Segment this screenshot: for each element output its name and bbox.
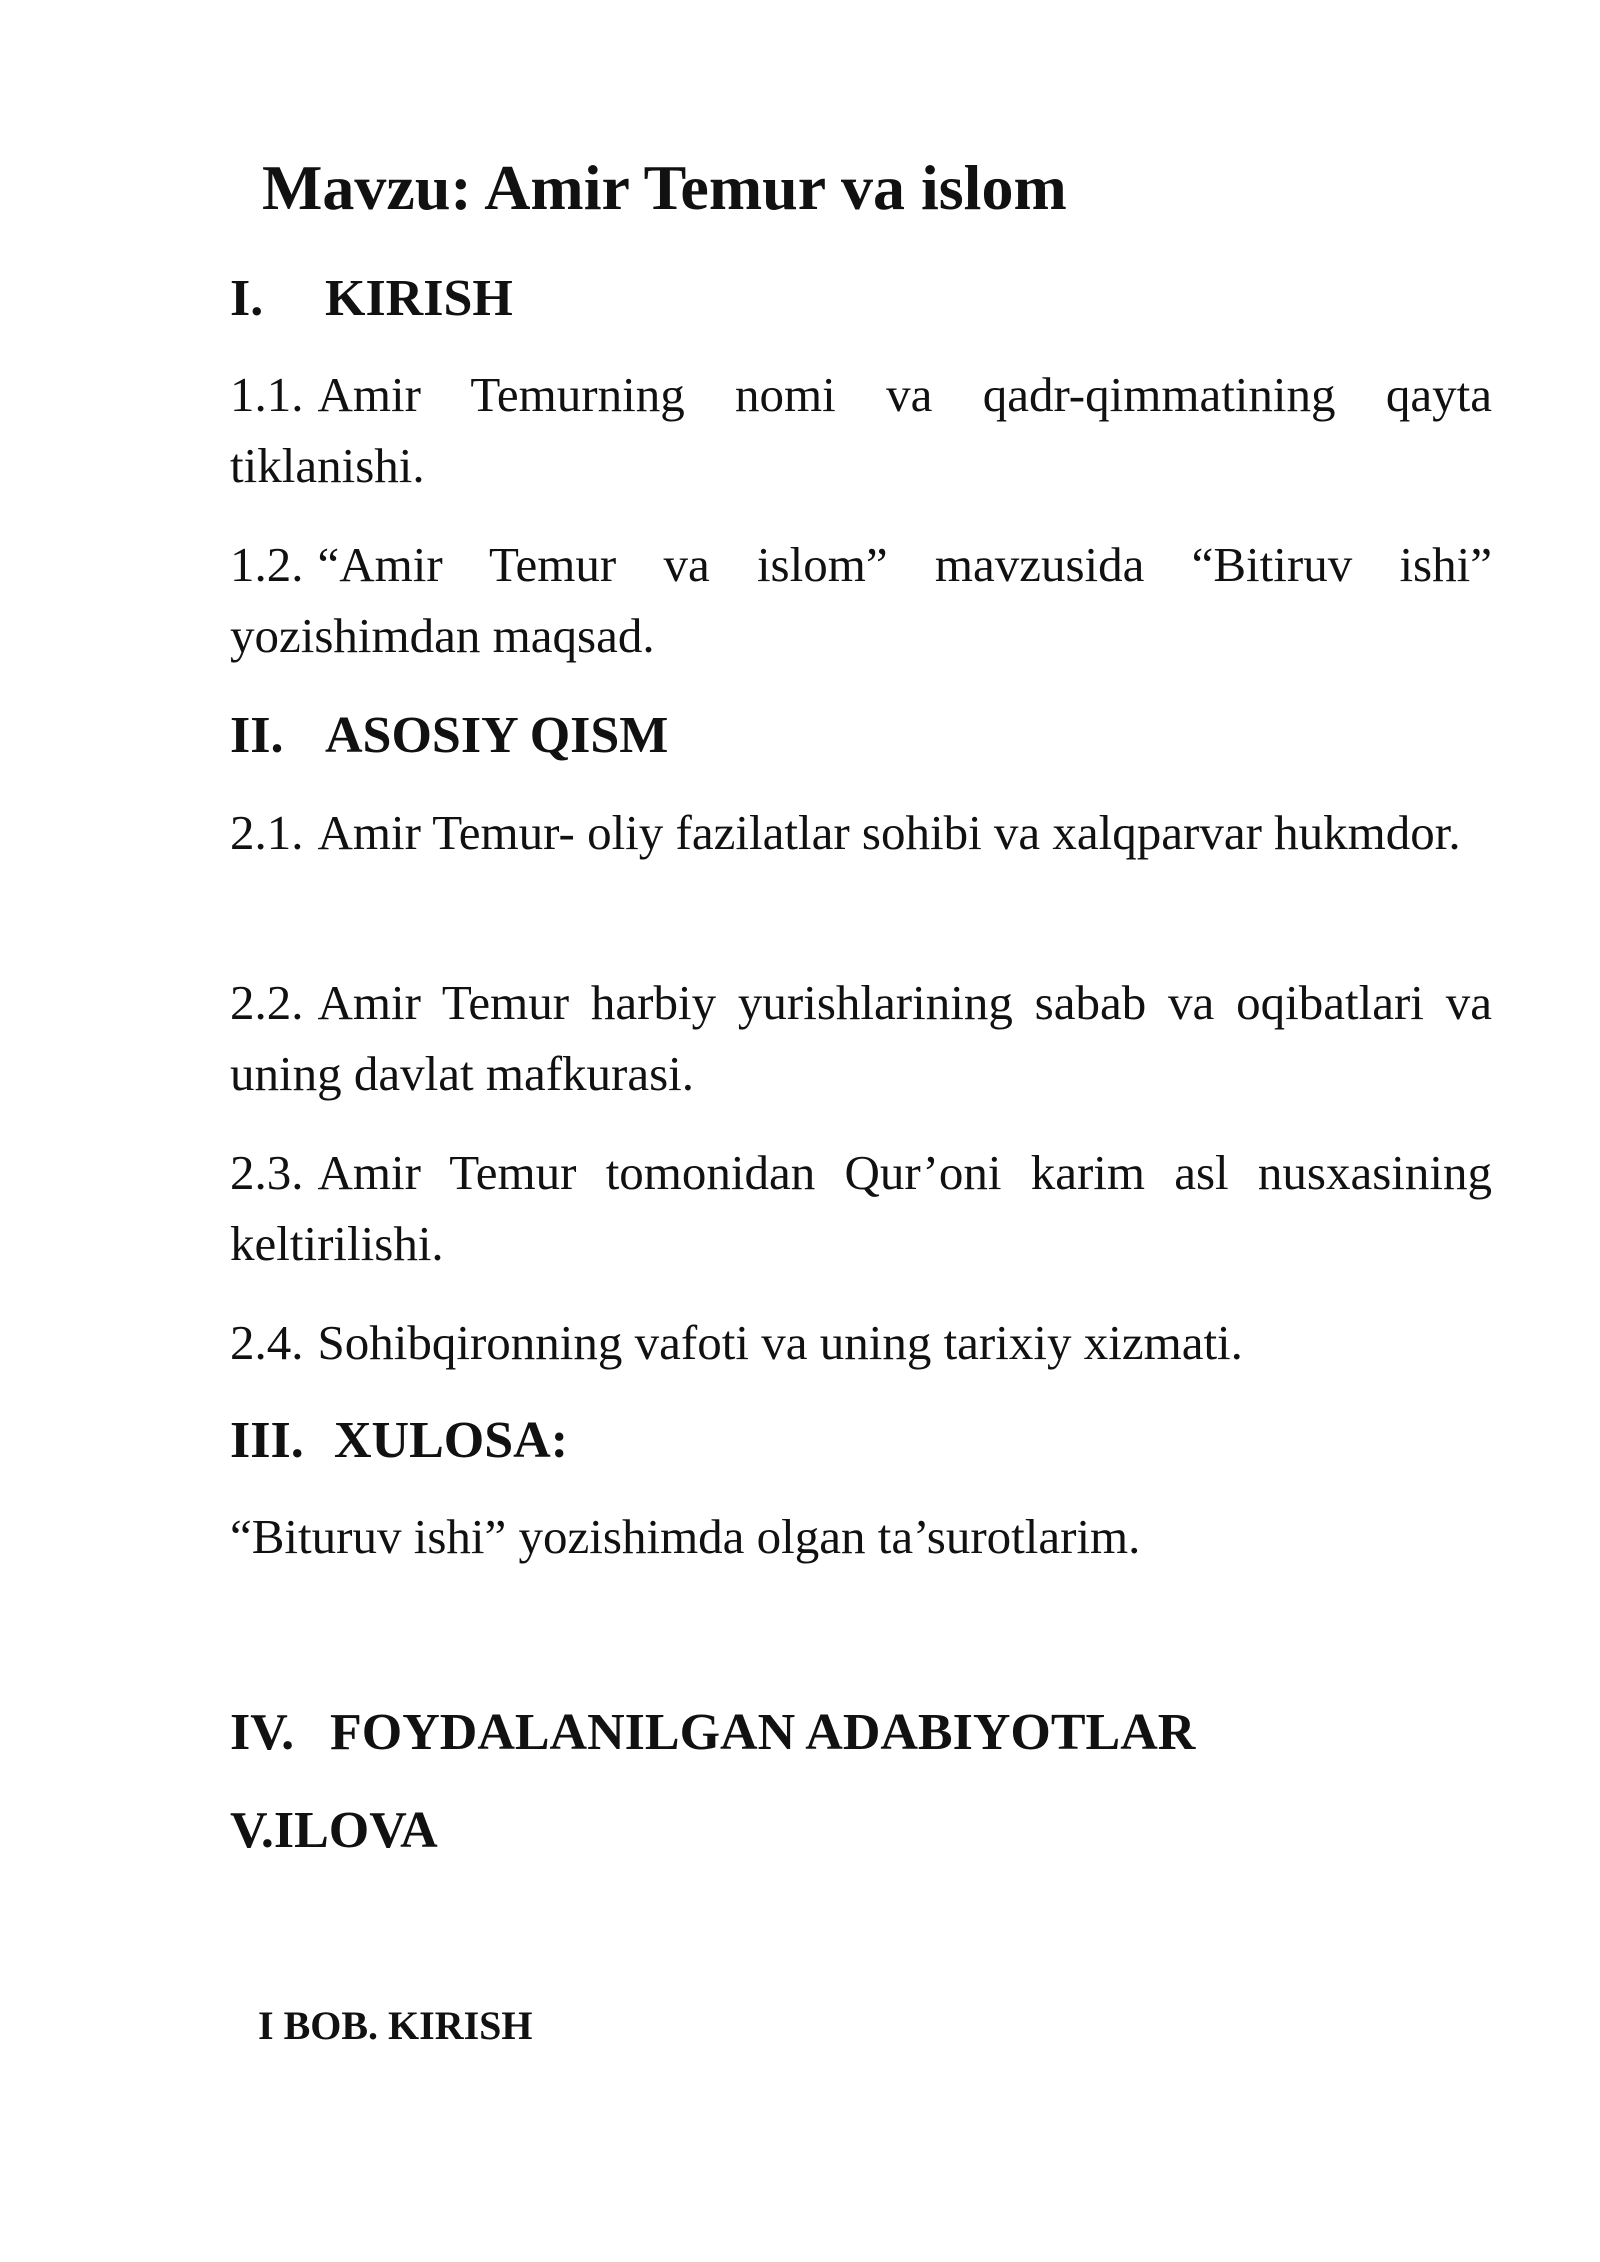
list-item (230, 967, 1492, 1109)
section-heading-adabiyotlar (230, 1702, 1195, 1764)
item-text: Amir Temurning nomi va qadr-qimmatining qayta tiklanishi. (230, 367, 1492, 493)
list-item (230, 1137, 1492, 1279)
section-heading-asosiy-qism (230, 705, 668, 767)
item-text: Amir Temur harbiy yurishlarining sabab va oqibatlari va uning davlat mafkurasi. (230, 975, 1492, 1101)
item-number: 2.2. (230, 975, 304, 1030)
list-item (230, 529, 1492, 671)
item-text: Amir Temur- oliy fazilatlar sohibi va xalqparvar hukmdor. (317, 805, 1461, 860)
section-number: IV. (230, 1704, 295, 1761)
chapter-heading: I BOB. KIRISH (258, 2003, 533, 2048)
section-number: III. (230, 1412, 304, 1469)
document-title: Mavzu: Amir Temur va islom (262, 152, 1067, 223)
item-number: 2.3. (230, 1145, 304, 1200)
list-item (230, 1307, 1492, 1378)
item-number: 1.2. (230, 537, 304, 592)
conclusion-text: “Bituruv ishi” yozishimda olgan ta’surotlarim. (230, 1509, 1141, 1564)
item-text: “Amir Temur va islom” mavzusida “Bitiruv ishi” yozishimdan maqsad. (230, 537, 1492, 663)
item-text: Sohibqironning vafoti va uning tarixiy xizmati. (317, 1315, 1243, 1370)
list-item (230, 359, 1492, 501)
item-number: 2.4. (230, 1315, 304, 1370)
section-heading-xulosa (230, 1410, 568, 1472)
section-title: XULOSA: (334, 1412, 569, 1469)
list-item (230, 797, 1492, 868)
item-number: 2.1. (230, 805, 304, 860)
item-number: 1.1. (230, 367, 304, 422)
section-number: I. (230, 270, 264, 327)
item-text: Amir Temur tomonidan Qur’oni karim asl nusxasining keltirilishi. (230, 1145, 1492, 1271)
section-title: FOYDALANILGAN ADABIYOTLAR (330, 1704, 1196, 1761)
section-heading-kirish (230, 268, 513, 330)
section-number: II. (230, 707, 284, 764)
section-heading-ilova: V.ILOVA (230, 1802, 438, 1859)
section-title: ASOSIY QISM (325, 707, 669, 764)
section-title: KIRISH (325, 270, 513, 327)
